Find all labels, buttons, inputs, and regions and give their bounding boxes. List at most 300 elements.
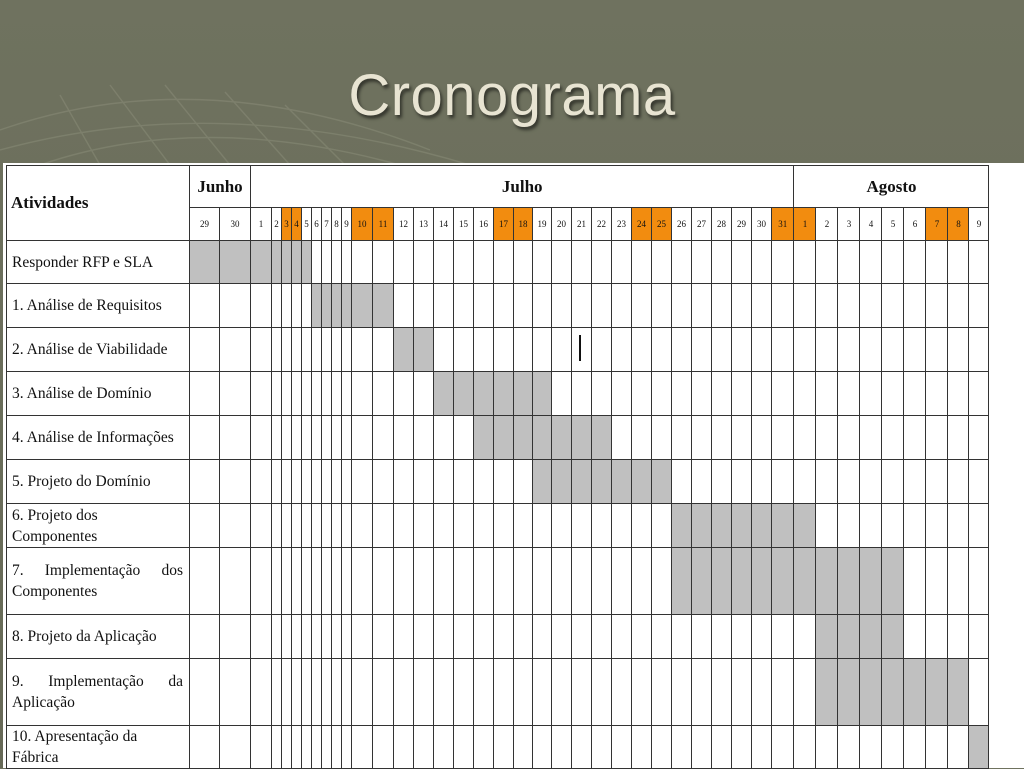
gantt-cell[interactable] (860, 328, 882, 372)
gantt-cell[interactable] (652, 615, 672, 659)
gantt-cell[interactable] (816, 504, 838, 548)
gantt-cell[interactable] (904, 241, 926, 284)
gantt-cell[interactable] (373, 726, 394, 769)
gantt-cell[interactable] (322, 241, 332, 284)
gantt-cell[interactable] (816, 372, 838, 416)
gantt-cell[interactable] (494, 504, 514, 548)
gantt-bar-cell[interactable] (882, 659, 904, 726)
gantt-cell[interactable] (926, 372, 948, 416)
gantt-cell[interactable] (292, 372, 302, 416)
gantt-cell[interactable] (969, 284, 989, 328)
gantt-cell[interactable] (592, 504, 612, 548)
gantt-cell[interactable] (592, 241, 612, 284)
gantt-cell[interactable] (454, 460, 474, 504)
gantt-cell[interactable] (732, 284, 752, 328)
gantt-cell[interactable] (794, 726, 816, 769)
gantt-cell[interactable] (533, 241, 552, 284)
gantt-bar-cell[interactable] (572, 416, 592, 460)
gantt-cell[interactable] (969, 504, 989, 548)
gantt-cell[interactable] (292, 659, 302, 726)
gantt-cell[interactable] (882, 241, 904, 284)
gantt-cell[interactable] (302, 372, 312, 416)
gantt-cell[interactable] (672, 726, 692, 769)
gantt-bar-cell[interactable] (882, 615, 904, 659)
gantt-bar-cell[interactable] (272, 241, 282, 284)
gantt-cell[interactable] (672, 372, 692, 416)
gantt-cell[interactable] (251, 659, 272, 726)
activity-label[interactable]: 4. Análise de Informações (7, 416, 190, 460)
gantt-cell[interactable] (190, 372, 220, 416)
gantt-cell[interactable] (373, 548, 394, 615)
gantt-cell[interactable] (332, 726, 342, 769)
gantt-cell[interactable] (454, 659, 474, 726)
gantt-bar-cell[interactable] (514, 372, 533, 416)
gantt-cell[interactable] (332, 548, 342, 615)
gantt-cell[interactable] (732, 726, 752, 769)
gantt-cell[interactable] (342, 328, 352, 372)
gantt-cell[interactable] (572, 372, 592, 416)
gantt-cell[interactable] (732, 615, 752, 659)
gantt-cell[interactable] (312, 726, 322, 769)
gantt-cell[interactable] (794, 284, 816, 328)
gantt-cell[interactable] (752, 416, 772, 460)
gantt-cell[interactable] (794, 615, 816, 659)
gantt-cell[interactable] (312, 328, 322, 372)
gantt-cell[interactable] (732, 328, 752, 372)
gantt-cell[interactable] (712, 416, 732, 460)
gantt-cell[interactable] (282, 372, 292, 416)
gantt-cell[interactable] (322, 548, 332, 615)
gantt-cell[interactable] (652, 284, 672, 328)
gantt-cell[interactable] (414, 416, 434, 460)
gantt-cell[interactable] (312, 372, 322, 416)
gantt-cell[interactable] (969, 460, 989, 504)
gantt-cell[interactable] (302, 460, 312, 504)
gantt-cell[interactable] (612, 615, 632, 659)
gantt-cell[interactable] (272, 726, 282, 769)
gantt-cell[interactable] (632, 548, 652, 615)
gantt-cell[interactable] (572, 615, 592, 659)
gantt-cell[interactable] (272, 416, 282, 460)
gantt-cell[interactable] (322, 615, 332, 659)
gantt-cell[interactable] (394, 241, 414, 284)
gantt-cell[interactable] (712, 659, 732, 726)
gantt-cell[interactable] (251, 416, 272, 460)
gantt-cell[interactable] (322, 416, 332, 460)
gantt-bar-cell[interactable] (794, 548, 816, 615)
gantt-cell[interactable] (514, 726, 533, 769)
gantt-cell[interactable] (533, 615, 552, 659)
gantt-cell[interactable] (332, 241, 342, 284)
gantt-cell[interactable] (552, 659, 572, 726)
gantt-cell[interactable] (220, 328, 251, 372)
gantt-cell[interactable] (434, 726, 454, 769)
gantt-cell[interactable] (632, 372, 652, 416)
gantt-cell[interactable] (282, 548, 292, 615)
gantt-cell[interactable] (592, 284, 612, 328)
gantt-bar-cell[interactable] (592, 460, 612, 504)
gantt-cell[interactable] (220, 460, 251, 504)
gantt-cell[interactable] (474, 504, 494, 548)
gantt-cell[interactable] (474, 615, 494, 659)
gantt-cell[interactable] (514, 284, 533, 328)
gantt-cell[interactable] (434, 460, 454, 504)
gantt-cell[interactable] (794, 416, 816, 460)
gantt-cell[interactable] (752, 460, 772, 504)
gantt-cell[interactable] (948, 615, 969, 659)
gantt-cell[interactable] (251, 460, 272, 504)
gantt-cell[interactable] (312, 241, 322, 284)
gantt-cell[interactable] (352, 615, 373, 659)
gantt-cell[interactable] (672, 460, 692, 504)
gantt-cell[interactable] (474, 284, 494, 328)
gantt-bar-cell[interactable] (342, 284, 352, 328)
gantt-cell[interactable] (948, 241, 969, 284)
gantt-cell[interactable] (632, 416, 652, 460)
gantt-cell[interactable] (302, 504, 312, 548)
gantt-cell[interactable] (816, 726, 838, 769)
gantt-cell[interactable] (352, 328, 373, 372)
gantt-cell[interactable] (414, 659, 434, 726)
gantt-cell[interactable] (752, 726, 772, 769)
gantt-cell[interactable] (882, 328, 904, 372)
gantt-cell[interactable] (414, 460, 434, 504)
gantt-bar-cell[interactable] (772, 548, 794, 615)
gantt-cell[interactable] (394, 548, 414, 615)
gantt-cell[interactable] (342, 460, 352, 504)
gantt-cell[interactable] (282, 284, 292, 328)
gantt-cell[interactable] (904, 416, 926, 460)
gantt-bar-cell[interactable] (373, 284, 394, 328)
gantt-cell[interactable] (969, 659, 989, 726)
gantt-cell[interactable] (414, 241, 434, 284)
gantt-cell[interactable] (860, 460, 882, 504)
gantt-cell[interactable] (394, 504, 414, 548)
gantt-cell[interactable] (302, 615, 312, 659)
gantt-cell[interactable] (514, 615, 533, 659)
gantt-bar-cell[interactable] (860, 615, 882, 659)
gantt-cell[interactable] (272, 328, 282, 372)
gantt-cell[interactable] (652, 416, 672, 460)
gantt-cell[interactable] (816, 460, 838, 504)
gantt-cell[interactable] (612, 726, 632, 769)
gantt-cell[interactable] (352, 460, 373, 504)
gantt-cell[interactable] (312, 615, 322, 659)
gantt-cell[interactable] (352, 241, 373, 284)
gantt-cell[interactable] (434, 416, 454, 460)
gantt-cell[interactable] (302, 726, 312, 769)
gantt-cell[interactable] (794, 659, 816, 726)
gantt-cell[interactable] (692, 659, 712, 726)
gantt-cell[interactable] (220, 726, 251, 769)
gantt-bar-cell[interactable] (612, 460, 632, 504)
gantt-cell[interactable] (552, 504, 572, 548)
gantt-bar-cell[interactable] (572, 460, 592, 504)
gantt-cell[interactable] (434, 659, 454, 726)
gantt-cell[interactable] (352, 548, 373, 615)
gantt-cell[interactable] (752, 659, 772, 726)
gantt-cell[interactable] (712, 372, 732, 416)
gantt-cell[interactable] (838, 460, 860, 504)
gantt-cell[interactable] (454, 726, 474, 769)
gantt-cell[interactable] (342, 241, 352, 284)
gantt-cell[interactable] (220, 659, 251, 726)
gantt-cell[interactable] (302, 659, 312, 726)
gantt-cell[interactable] (332, 659, 342, 726)
gantt-cell[interactable] (692, 328, 712, 372)
gantt-cell[interactable] (414, 548, 434, 615)
gantt-cell[interactable] (926, 504, 948, 548)
gantt-cell[interactable] (322, 460, 332, 504)
gantt-cell[interactable] (514, 504, 533, 548)
gantt-cell[interactable] (282, 460, 292, 504)
gantt-cell[interactable] (190, 416, 220, 460)
gantt-bar-cell[interactable] (948, 659, 969, 726)
gantt-cell[interactable] (612, 372, 632, 416)
gantt-cell[interactable] (752, 615, 772, 659)
gantt-cell[interactable] (474, 241, 494, 284)
gantt-cell[interactable] (632, 504, 652, 548)
gantt-cell[interactable] (302, 284, 312, 328)
gantt-cell[interactable] (514, 328, 533, 372)
gantt-cell[interactable] (190, 615, 220, 659)
gantt-cell[interactable] (282, 659, 292, 726)
gantt-cell[interactable] (882, 416, 904, 460)
gantt-cell[interactable] (592, 659, 612, 726)
gantt-cell[interactable] (794, 241, 816, 284)
gantt-cell[interactable] (474, 460, 494, 504)
gantt-cell[interactable] (272, 372, 282, 416)
gantt-cell[interactable] (712, 241, 732, 284)
gantt-cell[interactable] (592, 372, 612, 416)
activity-label[interactable]: 10. Apresentação da Fábrica (7, 726, 190, 769)
gantt-cell[interactable] (474, 328, 494, 372)
gantt-bar-cell[interactable] (494, 372, 514, 416)
gantt-cell[interactable] (838, 284, 860, 328)
gantt-cell[interactable] (494, 548, 514, 615)
gantt-cell[interactable] (332, 615, 342, 659)
gantt-bar-cell[interactable] (969, 726, 989, 769)
gantt-cell[interactable] (794, 328, 816, 372)
gantt-cell[interactable] (572, 241, 592, 284)
gantt-cell[interactable] (220, 548, 251, 615)
gantt-cell[interactable] (251, 372, 272, 416)
gantt-cell[interactable] (882, 504, 904, 548)
gantt-cell[interactable] (552, 548, 572, 615)
gantt-cell[interactable] (373, 659, 394, 726)
gantt-cell[interactable] (904, 615, 926, 659)
gantt-bar-cell[interactable] (838, 615, 860, 659)
gantt-bar-cell[interactable] (860, 548, 882, 615)
gantt-cell[interactable] (860, 726, 882, 769)
gantt-bar-cell[interactable] (794, 504, 816, 548)
gantt-cell[interactable] (752, 372, 772, 416)
gantt-cell[interactable] (592, 726, 612, 769)
gantt-cell[interactable] (292, 460, 302, 504)
gantt-cell[interactable] (816, 328, 838, 372)
gantt-cell[interactable] (860, 284, 882, 328)
gantt-bar-cell[interactable] (533, 416, 552, 460)
gantt-cell[interactable] (969, 372, 989, 416)
gantt-cell[interactable] (692, 284, 712, 328)
gantt-cell[interactable] (926, 615, 948, 659)
gantt-cell[interactable] (342, 615, 352, 659)
gantt-cell[interactable] (394, 659, 414, 726)
gantt-cell[interactable] (552, 615, 572, 659)
gantt-cell[interactable] (272, 504, 282, 548)
gantt-cell[interactable] (322, 726, 332, 769)
gantt-cell[interactable] (373, 416, 394, 460)
gantt-cell[interactable] (282, 615, 292, 659)
gantt-cell[interactable] (752, 241, 772, 284)
gantt-cell[interactable] (454, 241, 474, 284)
gantt-cell[interactable] (692, 615, 712, 659)
gantt-cell[interactable] (948, 548, 969, 615)
gantt-bar-cell[interactable] (926, 659, 948, 726)
gantt-cell[interactable] (533, 548, 552, 615)
gantt-cell[interactable] (342, 548, 352, 615)
gantt-cell[interactable] (552, 284, 572, 328)
gantt-bar-cell[interactable] (904, 659, 926, 726)
gantt-cell[interactable] (302, 548, 312, 615)
gantt-cell[interactable] (533, 726, 552, 769)
gantt-cell[interactable] (352, 726, 373, 769)
gantt-cell[interactable] (282, 328, 292, 372)
gantt-cell[interactable] (190, 284, 220, 328)
gantt-cell[interactable] (612, 284, 632, 328)
gantt-cell[interactable] (342, 372, 352, 416)
gantt-cell[interactable] (969, 241, 989, 284)
gantt-cell[interactable] (882, 284, 904, 328)
gantt-cell[interactable] (312, 460, 322, 504)
gantt-cell[interactable] (572, 659, 592, 726)
gantt-cell[interactable] (272, 460, 282, 504)
gantt-cell[interactable] (838, 504, 860, 548)
gantt-cell[interactable] (752, 284, 772, 328)
gantt-cell[interactable] (926, 460, 948, 504)
gantt-cell[interactable] (948, 372, 969, 416)
gantt-cell[interactable] (732, 241, 752, 284)
activity-label[interactable]: 9. Implementação da Aplicação (7, 659, 190, 726)
gantt-cell[interactable] (732, 416, 752, 460)
gantt-bar-cell[interactable] (692, 548, 712, 615)
gantt-cell[interactable] (712, 328, 732, 372)
gantt-bar-cell[interactable] (292, 241, 302, 284)
gantt-cell[interactable] (652, 241, 672, 284)
gantt-cell[interactable] (838, 726, 860, 769)
gantt-bar-cell[interactable] (882, 548, 904, 615)
gantt-cell[interactable] (672, 659, 692, 726)
gantt-cell[interactable] (572, 504, 592, 548)
gantt-cell[interactable] (948, 504, 969, 548)
gantt-cell[interactable] (612, 548, 632, 615)
gantt-cell[interactable] (948, 726, 969, 769)
gantt-bar-cell[interactable] (592, 416, 612, 460)
gantt-cell[interactable] (652, 659, 672, 726)
gantt-cell[interactable] (220, 372, 251, 416)
gantt-cell[interactable] (332, 372, 342, 416)
gantt-bar-cell[interactable] (838, 548, 860, 615)
gantt-cell[interactable] (632, 659, 652, 726)
gantt-bar-cell[interactable] (494, 416, 514, 460)
gantt-cell[interactable] (732, 460, 752, 504)
gantt-cell[interactable] (394, 284, 414, 328)
activity-label[interactable]: 3. Análise de Domínio (7, 372, 190, 416)
gantt-cell[interactable] (672, 284, 692, 328)
gantt-cell[interactable] (312, 504, 322, 548)
gantt-cell[interactable] (342, 416, 352, 460)
gantt-cell[interactable] (926, 284, 948, 328)
gantt-cell[interactable] (272, 548, 282, 615)
gantt-cell[interactable] (572, 548, 592, 615)
gantt-cell[interactable] (533, 504, 552, 548)
gantt-bar-cell[interactable] (474, 416, 494, 460)
gantt-cell[interactable] (414, 726, 434, 769)
gantt-cell[interactable] (612, 659, 632, 726)
gantt-bar-cell[interactable] (352, 284, 373, 328)
gantt-cell[interactable] (373, 372, 394, 416)
gantt-cell[interactable] (969, 328, 989, 372)
gantt-cell[interactable] (292, 548, 302, 615)
gantt-cell[interactable] (292, 328, 302, 372)
gantt-cell[interactable] (454, 416, 474, 460)
gantt-cell[interactable] (394, 460, 414, 504)
gantt-cell[interactable] (251, 504, 272, 548)
gantt-cell[interactable] (712, 615, 732, 659)
gantt-cell[interactable] (904, 504, 926, 548)
gantt-cell[interactable] (904, 460, 926, 504)
gantt-cell[interactable] (454, 615, 474, 659)
gantt-bar-cell[interactable] (282, 241, 292, 284)
gantt-cell[interactable] (414, 372, 434, 416)
gantt-cell[interactable] (352, 416, 373, 460)
gantt-cell[interactable] (772, 460, 794, 504)
gantt-cell[interactable] (838, 241, 860, 284)
gantt-cell[interactable] (322, 328, 332, 372)
gantt-cell[interactable] (552, 241, 572, 284)
gantt-bar-cell[interactable] (752, 548, 772, 615)
gantt-cell[interactable] (592, 328, 612, 372)
gantt-bar-cell[interactable] (672, 548, 692, 615)
gantt-cell[interactable] (533, 284, 552, 328)
gantt-bar-cell[interactable] (414, 328, 434, 372)
gantt-cell[interactable] (816, 284, 838, 328)
gantt-bar-cell[interactable] (860, 659, 882, 726)
gantt-cell[interactable] (190, 548, 220, 615)
gantt-bar-cell[interactable] (474, 372, 494, 416)
gantt-cell[interactable] (652, 328, 672, 372)
gantt-cell[interactable] (474, 726, 494, 769)
gantt-cell[interactable] (904, 284, 926, 328)
gantt-cell[interactable] (572, 328, 592, 372)
gantt-cell[interactable] (772, 284, 794, 328)
gantt-cell[interactable] (772, 372, 794, 416)
gantt-cell[interactable] (322, 659, 332, 726)
gantt-cell[interactable] (816, 416, 838, 460)
gantt-cell[interactable] (772, 659, 794, 726)
gantt-cell[interactable] (926, 241, 948, 284)
gantt-cell[interactable] (882, 726, 904, 769)
gantt-bar-cell[interactable] (251, 241, 272, 284)
gantt-cell[interactable] (772, 416, 794, 460)
gantt-cell[interactable] (454, 548, 474, 615)
gantt-bar-cell[interactable] (712, 504, 732, 548)
gantt-cell[interactable] (190, 726, 220, 769)
gantt-cell[interactable] (220, 284, 251, 328)
gantt-cell[interactable] (394, 615, 414, 659)
gantt-bar-cell[interactable] (312, 284, 322, 328)
gantt-cell[interactable] (494, 460, 514, 504)
